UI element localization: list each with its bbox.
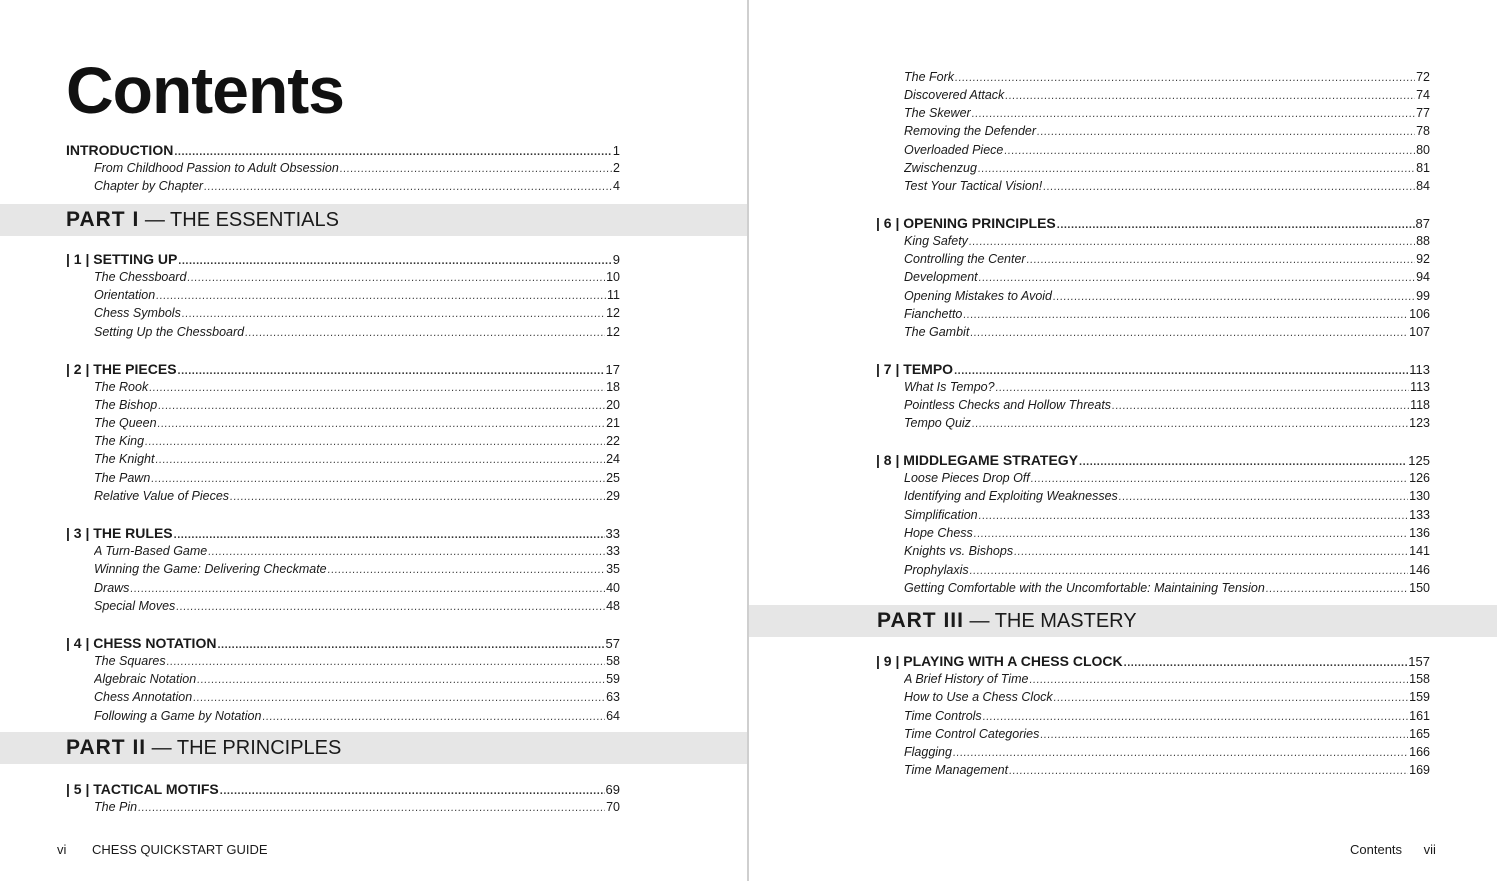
toc-section-entry xyxy=(94,544,620,562)
dot-leader xyxy=(340,161,612,175)
toc-section-entry xyxy=(904,88,1430,106)
toc-section-entry xyxy=(904,672,1430,690)
toc-chapter-entry xyxy=(66,361,620,379)
toc-entry-label: From Childhood Passion to Adult Obsession xyxy=(94,161,339,175)
toc-chapter-entry xyxy=(876,215,1430,233)
part-number: PART I xyxy=(66,208,140,231)
toc-entry-page: 107 xyxy=(1409,325,1430,339)
part-heading xyxy=(66,732,341,764)
toc-entry-page: 2 xyxy=(613,161,620,175)
toc-section-entry xyxy=(94,161,620,179)
toc-entry-label: Getting Comfortable with the Uncomfortable: Maintaining Tension xyxy=(904,581,1265,595)
toc-section-entry xyxy=(904,307,1430,325)
toc-section-entry xyxy=(904,763,1430,781)
toc-section-entry xyxy=(94,599,620,617)
toc-section-entry xyxy=(904,471,1430,489)
dot-leader xyxy=(970,325,1408,339)
dot-leader xyxy=(174,525,605,539)
toc-section-entry xyxy=(904,270,1430,288)
footer-running-head: Contents xyxy=(1350,842,1403,857)
footer-left xyxy=(57,842,268,857)
toc-section-entry xyxy=(904,325,1430,343)
dot-leader xyxy=(1054,690,1408,704)
dot-leader xyxy=(979,508,1409,522)
toc-entry-label: The Fork xyxy=(904,70,955,84)
toc-entry-page: 123 xyxy=(1409,416,1430,430)
toc-entry-page: 72 xyxy=(1416,70,1430,84)
toc-entry-label: Opening Mistakes to Avoid xyxy=(904,289,1052,303)
dot-leader xyxy=(974,526,1408,540)
part-name: — THE ESSENTIALS xyxy=(139,209,339,231)
dot-leader xyxy=(178,251,611,265)
toc-section-entry xyxy=(94,398,620,416)
toc-section-entry xyxy=(904,526,1430,544)
toc-entry-page: 21 xyxy=(606,416,620,430)
toc-entry-label: The Knight xyxy=(94,452,155,466)
toc-entry-label: The Queen xyxy=(94,416,157,430)
toc-entry-page: 12 xyxy=(606,306,620,320)
part-name: — THE MASTERY xyxy=(963,610,1137,632)
toc-entry-page: 157 xyxy=(1408,654,1430,669)
toc-entry-label: A Turn-Based Game xyxy=(94,544,208,558)
dot-leader xyxy=(245,325,605,339)
toc-section-entry xyxy=(904,398,1430,416)
toc-section-entry xyxy=(94,306,620,324)
toc-entry-page: 4 xyxy=(613,179,620,193)
part-band-2 xyxy=(0,732,747,764)
toc-entry-page: 29 xyxy=(606,489,620,503)
toc-entry-label: King Safety xyxy=(904,234,968,248)
dot-leader xyxy=(996,380,1410,394)
dot-leader xyxy=(978,161,1415,175)
dot-leader xyxy=(1266,581,1408,595)
toc-entry-label: | 3 | THE RULES xyxy=(66,525,173,541)
toc-entry-page: 33 xyxy=(606,544,620,558)
toc-section-entry xyxy=(94,452,620,470)
footer-page-number: vi xyxy=(57,842,67,857)
toc-entry-page: 92 xyxy=(1416,252,1430,266)
toc-chapter-entry xyxy=(66,781,620,799)
toc-section-entry xyxy=(904,234,1430,252)
toc-entry-page: 12 xyxy=(606,325,620,339)
toc-entry-label: Setting Up the Chessboard xyxy=(94,325,245,339)
part-heading xyxy=(66,204,339,236)
toc-entry-label: Time Controls xyxy=(904,709,982,723)
dot-leader xyxy=(1040,727,1408,741)
toc-entry-page: 150 xyxy=(1409,581,1430,595)
toc-section-entry xyxy=(94,471,620,489)
toc-entry-label: | 4 | CHESS NOTATION xyxy=(66,635,217,651)
toc-entry-page: 125 xyxy=(1408,453,1430,468)
toc-section-entry xyxy=(94,800,620,818)
toc-entry-page: 24 xyxy=(606,452,620,466)
toc-entry-label: | 2 | THE PIECES xyxy=(66,361,177,377)
dot-leader xyxy=(262,709,605,723)
toc-entry-page: 69 xyxy=(605,782,620,797)
toc-entry-page: 35 xyxy=(606,562,620,576)
toc-entry-page: 106 xyxy=(1409,307,1430,321)
dot-leader xyxy=(969,234,1415,248)
dot-leader xyxy=(953,745,1408,759)
toc-chapter-entry xyxy=(876,653,1430,671)
dot-leader xyxy=(1043,179,1415,193)
toc-entry-page: 10 xyxy=(606,270,620,284)
dot-leader xyxy=(328,562,605,576)
toc-entry-page: 87 xyxy=(1415,216,1430,231)
dot-leader xyxy=(151,471,605,485)
part-band-1 xyxy=(0,204,747,236)
toc-section-entry xyxy=(904,581,1430,599)
toc-entry-page: 57 xyxy=(605,636,620,651)
dot-leader xyxy=(954,361,1408,375)
toc-section-entry xyxy=(94,288,620,306)
toc-entry-label: A Brief History of Time xyxy=(904,672,1029,686)
dot-leader xyxy=(174,142,611,156)
toc-entry-label: Time Control Categories xyxy=(904,727,1040,741)
toc-entry-page: 33 xyxy=(605,526,620,541)
toc-section-entry xyxy=(94,690,620,708)
toc-section-entry xyxy=(904,690,1430,708)
toc-section-entry xyxy=(94,325,620,343)
dot-leader xyxy=(220,781,605,795)
toc-section-entry xyxy=(94,562,620,580)
dot-leader xyxy=(1027,252,1415,266)
dot-leader xyxy=(155,452,605,466)
toc-entry-page: 18 xyxy=(606,380,620,394)
dot-leader xyxy=(1031,471,1408,485)
toc-entry-page: 88 xyxy=(1416,234,1430,248)
toc-section-entry xyxy=(94,709,620,727)
toc-entry-page: 81 xyxy=(1416,161,1430,175)
toc-chapter-entry xyxy=(66,635,620,653)
toc-entry-page: 141 xyxy=(1409,544,1430,558)
toc-entry-page: 126 xyxy=(1409,471,1430,485)
toc-section-entry xyxy=(904,489,1430,507)
toc-entry-label: Pointless Checks and Hollow Threats xyxy=(904,398,1112,412)
toc-entry-label: Following a Game by Notation xyxy=(94,709,262,723)
toc-entry-label: Algebraic Notation xyxy=(94,672,197,686)
toc-entry-label: The Skewer xyxy=(904,106,971,120)
dot-leader xyxy=(208,544,605,558)
toc-section-entry xyxy=(94,416,620,434)
toc-entry-label: The Pin xyxy=(94,800,138,814)
dot-leader xyxy=(145,434,605,448)
dot-leader xyxy=(1112,398,1409,412)
toc-entry-label: The Gambit xyxy=(904,325,970,339)
dot-leader xyxy=(167,654,606,668)
toc-entry-label: Overloaded Piece xyxy=(904,143,1004,157)
toc-section-entry xyxy=(904,289,1430,307)
toc-entry-page: 77 xyxy=(1416,106,1430,120)
dot-leader xyxy=(972,416,1408,430)
toc-entry-page: 64 xyxy=(606,709,620,723)
toc-entry-label: Zwischenzug xyxy=(904,161,977,175)
toc-entry-page: 40 xyxy=(606,581,620,595)
toc-entry-label: Hope Chess xyxy=(904,526,973,540)
dot-leader xyxy=(182,306,605,320)
toc-section-entry xyxy=(904,745,1430,763)
toc-entry-label: Draws xyxy=(94,581,130,595)
part-name: — THE PRINCIPLES xyxy=(146,737,342,759)
toc-section-entry xyxy=(904,70,1430,88)
dot-leader xyxy=(197,672,605,686)
toc-entry-label: The Bishop xyxy=(94,398,158,412)
toc-chapter-entry xyxy=(876,452,1430,470)
toc-entry-page: 17 xyxy=(605,362,620,377)
toc-entry-page: 78 xyxy=(1416,124,1430,138)
dot-leader xyxy=(1124,653,1408,667)
toc-entry-page: 22 xyxy=(606,434,620,448)
dot-leader xyxy=(1014,544,1408,558)
toc-entry-page: 166 xyxy=(1409,745,1430,759)
toc-entry-label: Orientation xyxy=(94,288,156,302)
toc-entry-page: 113 xyxy=(1409,362,1430,377)
toc-section-entry xyxy=(94,581,620,599)
toc-entry-label: Identifying and Exploiting Weaknesses xyxy=(904,489,1118,503)
toc-entry-page: 99 xyxy=(1416,289,1430,303)
toc-section-entry xyxy=(904,416,1430,434)
toc-entry-label: Chess Symbols xyxy=(94,306,181,320)
toc-entry-page: 161 xyxy=(1409,709,1430,723)
dot-leader xyxy=(1057,215,1415,229)
toc-entry-page: 84 xyxy=(1416,179,1430,193)
toc-entry-label: The Chessboard xyxy=(94,270,187,284)
toc-entry-label: | 6 | OPENING PRINCIPLES xyxy=(876,215,1056,231)
toc-entry-page: 130 xyxy=(1409,489,1430,503)
toc-entry-label: How to Use a Chess Clock xyxy=(904,690,1053,704)
toc-entry-label: The Rook xyxy=(94,380,149,394)
toc-entry-label: INTRODUCTION xyxy=(66,142,174,158)
dot-leader xyxy=(1079,452,1407,466)
toc-entry-label: The Squares xyxy=(94,654,166,668)
toc-section-entry xyxy=(94,672,620,690)
toc-entry-label: Test Your Tactical Vision! xyxy=(904,179,1043,193)
toc-section-entry xyxy=(94,179,620,197)
toc-section-entry xyxy=(904,252,1430,270)
dot-leader xyxy=(972,106,1415,120)
footer-page-number: vii xyxy=(1423,842,1436,857)
toc-entry-page: 70 xyxy=(606,800,620,814)
dot-leader xyxy=(204,179,612,193)
dot-leader xyxy=(963,307,1408,321)
toc-entry-page: 159 xyxy=(1409,690,1430,704)
toc-chapter-entry xyxy=(66,142,620,160)
toc-entry-label: The King xyxy=(94,434,145,448)
right-page xyxy=(749,0,1497,881)
toc-entry-label: The Pawn xyxy=(94,471,151,485)
toc-section-entry xyxy=(904,380,1430,398)
toc-entry-page: 25 xyxy=(606,471,620,485)
footer-right xyxy=(1350,842,1436,857)
toc-entry-label: Discovered Attack xyxy=(904,88,1005,102)
part-number: PART II xyxy=(66,736,147,759)
toc-chapter-entry xyxy=(66,525,620,543)
toc-entry-page: 169 xyxy=(1409,763,1430,777)
dot-leader xyxy=(158,416,606,430)
toc-entry-label: | 8 | MIDDLEGAME STRATEGY xyxy=(876,452,1079,468)
toc-entry-label: Removing the Defender xyxy=(904,124,1037,138)
toc-entry-label: What Is Tempo? xyxy=(904,380,995,394)
toc-entry-page: 165 xyxy=(1409,727,1430,741)
dot-leader xyxy=(156,288,606,302)
toc-entry-page: 63 xyxy=(606,690,620,704)
toc-entry-page: 20 xyxy=(606,398,620,412)
toc-entry-label: Knights vs. Bishops xyxy=(904,544,1014,558)
dot-leader xyxy=(955,70,1415,84)
toc-section-entry xyxy=(94,489,620,507)
page-title: Contents xyxy=(66,53,344,127)
toc-section-entry xyxy=(94,380,620,398)
toc-entry-page: 158 xyxy=(1409,672,1430,686)
toc-entry-page: 11 xyxy=(607,288,620,302)
toc-section-entry xyxy=(94,270,620,288)
toc-chapter-entry xyxy=(66,251,620,269)
dot-leader xyxy=(217,635,604,649)
dot-leader xyxy=(187,270,605,284)
dot-leader xyxy=(158,398,605,412)
toc-entry-label: Fianchetto xyxy=(904,307,963,321)
part-number: PART III xyxy=(877,609,964,632)
toc-entry-label: Relative Value of Pieces xyxy=(94,489,230,503)
toc-entry-page: 94 xyxy=(1416,270,1430,284)
toc-section-entry xyxy=(94,434,620,452)
toc-entry-label: Loose Pieces Drop Off xyxy=(904,471,1030,485)
toc-entry-page: 133 xyxy=(1409,508,1430,522)
dot-leader xyxy=(178,361,605,375)
toc-chapter-entry xyxy=(876,361,1430,379)
footer-book-title: CHESS QUICKSTART GUIDE xyxy=(92,842,268,857)
toc-entry-label: Tempo Quiz xyxy=(904,416,971,430)
toc-section-entry xyxy=(904,727,1430,745)
part-band-3 xyxy=(749,605,1497,637)
toc-entry-page: 80 xyxy=(1416,143,1430,157)
toc-section-entry xyxy=(904,709,1430,727)
dot-leader xyxy=(1119,489,1408,503)
left-page xyxy=(0,0,747,881)
toc-section-entry xyxy=(904,179,1430,197)
part-heading xyxy=(877,605,1137,637)
toc-entry-label: | 7 | TEMPO xyxy=(876,361,954,377)
toc-entry-label: Chess Annotation xyxy=(94,690,193,704)
toc-entry-page: 136 xyxy=(1409,526,1430,540)
toc-entry-page: 74 xyxy=(1416,88,1430,102)
toc-section-entry xyxy=(904,508,1430,526)
toc-section-entry xyxy=(904,161,1430,179)
toc-entry-label: | 5 | TACTICAL MOTIFS xyxy=(66,781,219,797)
toc-entry-label: Flagging xyxy=(904,745,952,759)
dot-leader xyxy=(1037,124,1415,138)
toc-entry-label: Winning the Game: Delivering Checkmate xyxy=(94,562,327,576)
toc-section-entry xyxy=(904,563,1430,581)
toc-entry-label: Simplification xyxy=(904,508,978,522)
toc-entry-page: 1 xyxy=(612,143,620,158)
toc-entry-page: 9 xyxy=(612,252,620,267)
toc-entry-page: 118 xyxy=(1410,398,1430,412)
dot-leader xyxy=(1009,763,1408,777)
toc-entry-label: Prophylaxis xyxy=(904,563,969,577)
toc-entry-label: Controlling the Center xyxy=(904,252,1026,266)
dot-leader xyxy=(970,563,1409,577)
dot-leader xyxy=(149,380,605,394)
toc-entry-page: 58 xyxy=(606,654,620,668)
dot-leader xyxy=(176,599,605,613)
dot-leader xyxy=(138,800,605,814)
dot-leader xyxy=(193,690,605,704)
toc-entry-label: | 1 | SETTING UP xyxy=(66,251,178,267)
toc-section-entry xyxy=(904,106,1430,124)
toc-section-entry xyxy=(904,544,1430,562)
dot-leader xyxy=(1053,289,1415,303)
toc-entry-page: 113 xyxy=(1410,380,1430,394)
toc-entry-label: Special Moves xyxy=(94,599,176,613)
dot-leader xyxy=(979,270,1415,284)
toc-entry-label: Development xyxy=(904,270,978,284)
dot-leader xyxy=(983,709,1408,723)
dot-leader xyxy=(1029,672,1408,686)
toc-section-entry xyxy=(94,654,620,672)
toc-entry-page: 48 xyxy=(606,599,620,613)
toc-entry-label: | 9 | PLAYING WITH A CHESS CLOCK xyxy=(876,653,1123,669)
dot-leader xyxy=(230,489,605,503)
dot-leader xyxy=(1004,143,1415,157)
toc-entry-label: Time Management xyxy=(904,763,1009,777)
toc-section-entry xyxy=(904,143,1430,161)
toc-entry-page: 59 xyxy=(606,672,620,686)
toc-entry-label: Chapter by Chapter xyxy=(94,179,204,193)
dot-leader xyxy=(1005,88,1415,102)
toc-section-entry xyxy=(904,124,1430,142)
dot-leader xyxy=(130,581,605,595)
toc-entry-page: 146 xyxy=(1409,563,1430,577)
